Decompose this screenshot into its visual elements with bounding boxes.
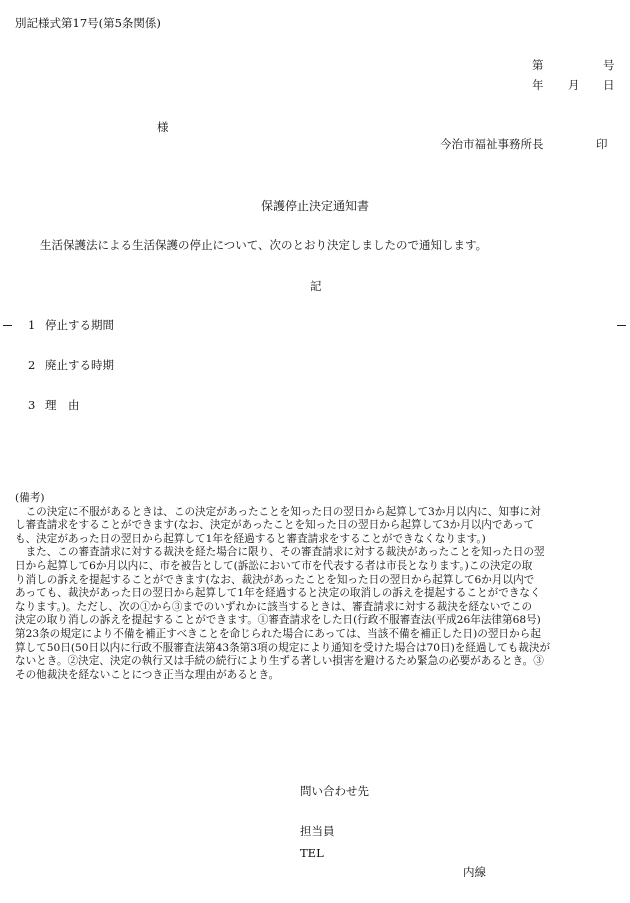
item-number: 2 [28,358,36,372]
ki-label: 記 [310,279,322,293]
contact-tel: TEL [300,846,324,860]
contact-person: 担当員 [300,824,335,838]
form-label: 別記様式第17号(第5条関係) [15,16,161,30]
remarks-section [15,492,615,682]
date-month: 月 [568,78,580,92]
date-day: 日 [603,78,615,92]
document-title: 保護停止決定通知書 [261,199,370,213]
number-go: 号 [603,58,615,72]
recipient-suffix: 様 [157,120,169,134]
remarks-heading: (備考) [15,492,45,504]
contact-heading: 問い合わせ先 [300,784,369,798]
fold-mark-left [3,325,12,326]
date-year: 年 [532,78,544,92]
remarks-paragraph: この決定に不服があるときは、この決定があったことを知った日の翌日から起算して3か月以内に、知事に対 し審査請求をすることができます(なお、決定があったことを知った日の翌日から起算して3か月以内であって も、決定があった日の翌日から起算して1年を経過すると審査請求をすることができなくなります。) [15,505,541,545]
item-number: 1 [28,318,36,332]
sender-name: 今治市福祉事務所長 [440,137,544,151]
intro-text: 生活保護法による生活保護の停止について、次のとおり決定しましたので通知します。 [40,238,488,252]
remarks-paragraph: また、この審査請求に対する裁決を経た場合に限り、その審査請求に対する裁決があったことを知った日の翌 日から起算して6か月以内に、市を被告として(訴訟において市を代表する者は市長となります。)この決定の取 り消しの訴えを提起することができます(なお、裁決があったことを知った日の翌日から起算して6か月以内で あっても、裁決があった日の翌日から起算して1年を経過すると決定の取消しの訴えを提起することができなく なります。)。ただし、次の①から③までのいずれかに該当するときは、審査請求に対する裁決を経ないでこの 決定の取り消しの訴えを提起することができます。①審査請求をした日(行政不服審査法(平成26年法律第68号) 第23条の規定により不備を補正すべきことを命じられた場合にあっては、当該不備を補正した日)の翌日から起 算して50日(50日以内に行政不服審査法第43条第3項の規定により通知を受けた場合は70日)を経過しても裁決が ないとき。②決定、決定の執行又は手続の続行により生ずる著しい損害を避けるため緊急の必要があるとき。③ その他裁決を経ないことにつき正当な理由があるとき。 [15,546,551,681]
seal-mark: 印 [596,137,608,151]
number-dai: 第 [532,58,544,72]
item-number: 3 [28,398,36,412]
fold-mark-right [617,325,626,326]
item-label: 停止する期間 [45,318,114,332]
item-label: 廃止する時期 [45,358,114,372]
contact-ext: 内線 [463,865,486,879]
item-label: 理 由 [45,398,80,412]
